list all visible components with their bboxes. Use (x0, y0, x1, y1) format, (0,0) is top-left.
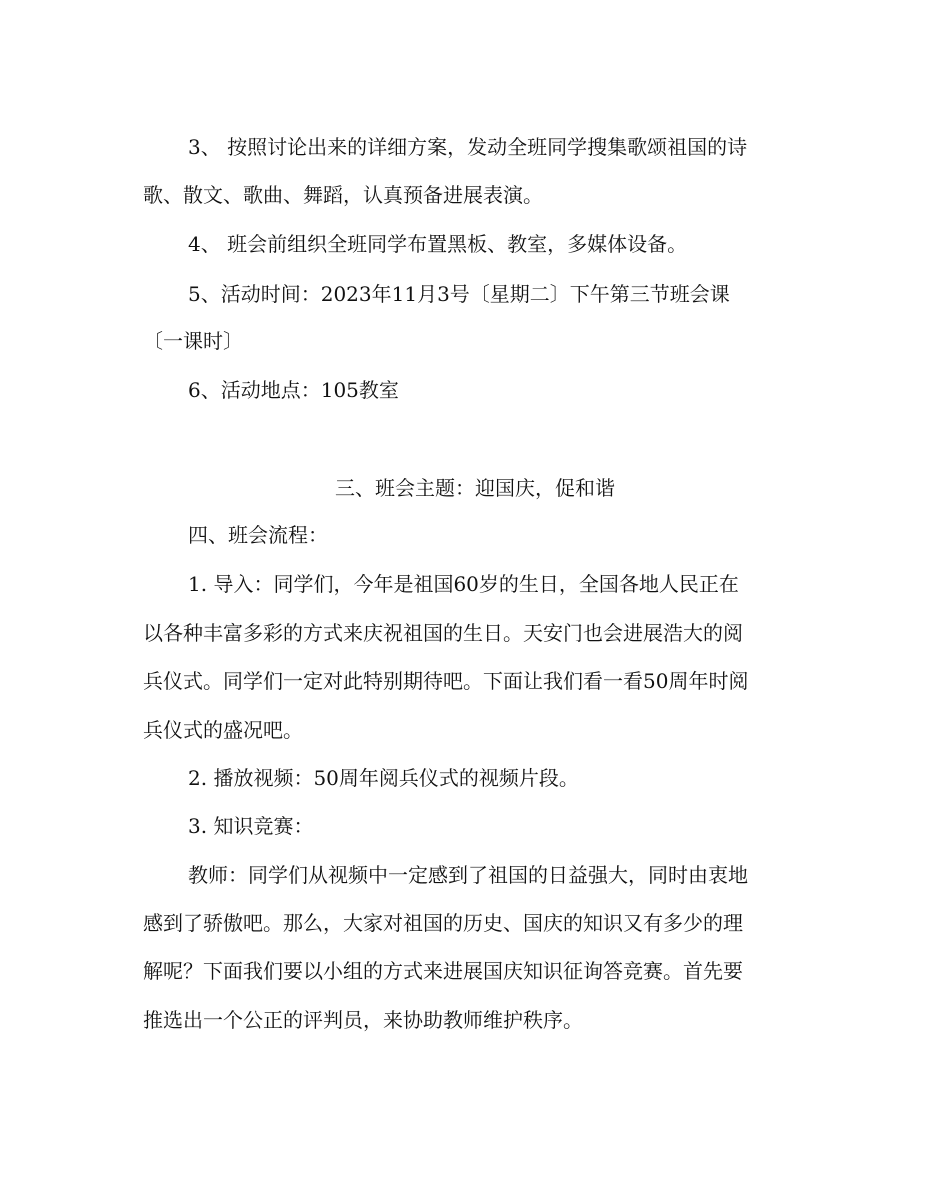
paragraph-line: 兵仪式。同学们一定对此特别期待吧。下面让我们看一看50周年时阅 (143, 669, 749, 693)
section-heading: 四、班会流程： (188, 523, 328, 547)
paragraph-line: 2. 播放视频：50周年阅兵仪式的视频片段。 (188, 766, 579, 790)
paragraph-line: 〔一课时〕 (143, 329, 243, 353)
paragraph-line: 5、活动时间：2023年11月3号〔星期二〕下午第三节班会课 (188, 282, 730, 306)
paragraph-line: 4、 班会前组织全班同学布置黑板、教室，多媒体设备。 (188, 232, 688, 256)
paragraph-line: 歌、散文、歌曲、舞蹈，认真预备进展表演。 (143, 183, 543, 207)
paragraph-line: 6、活动地点：105教室 (188, 378, 399, 402)
paragraph-line: 以各种丰富多彩的方式来庆祝祖国的生日。天安门也会进展浩大的阅 (143, 621, 743, 645)
paragraph-line: 3. 知识竞赛： (188, 814, 314, 838)
paragraph-line: 推选出一个公正的评判员，来协助教师维护秩序。 (143, 1008, 583, 1032)
section-heading: 三、班会主题：迎国庆，促和谐 (335, 476, 615, 500)
paragraph-line: 教师：同学们从视频中一定感到了祖国的日益强大，同时由衷地 (188, 863, 748, 887)
paragraph-line: 3、 按照讨论出来的详细方案，发动全班同学搜集歌颂祖国的诗 (188, 135, 748, 159)
paragraph-line: 兵仪式的盛况吧。 (143, 718, 303, 742)
paragraph-line: 感到了骄傲吧。那么，大家对祖国的历史、国庆的知识又有多少的理 (143, 911, 743, 935)
paragraph-line: 1. 导入：同学们，今年是祖国60岁的生日，全国各地人民正在 (188, 572, 739, 596)
paragraph-line: 解呢？下面我们要以小组的方式来进展国庆知识征询答竞赛。首先要 (143, 959, 743, 983)
